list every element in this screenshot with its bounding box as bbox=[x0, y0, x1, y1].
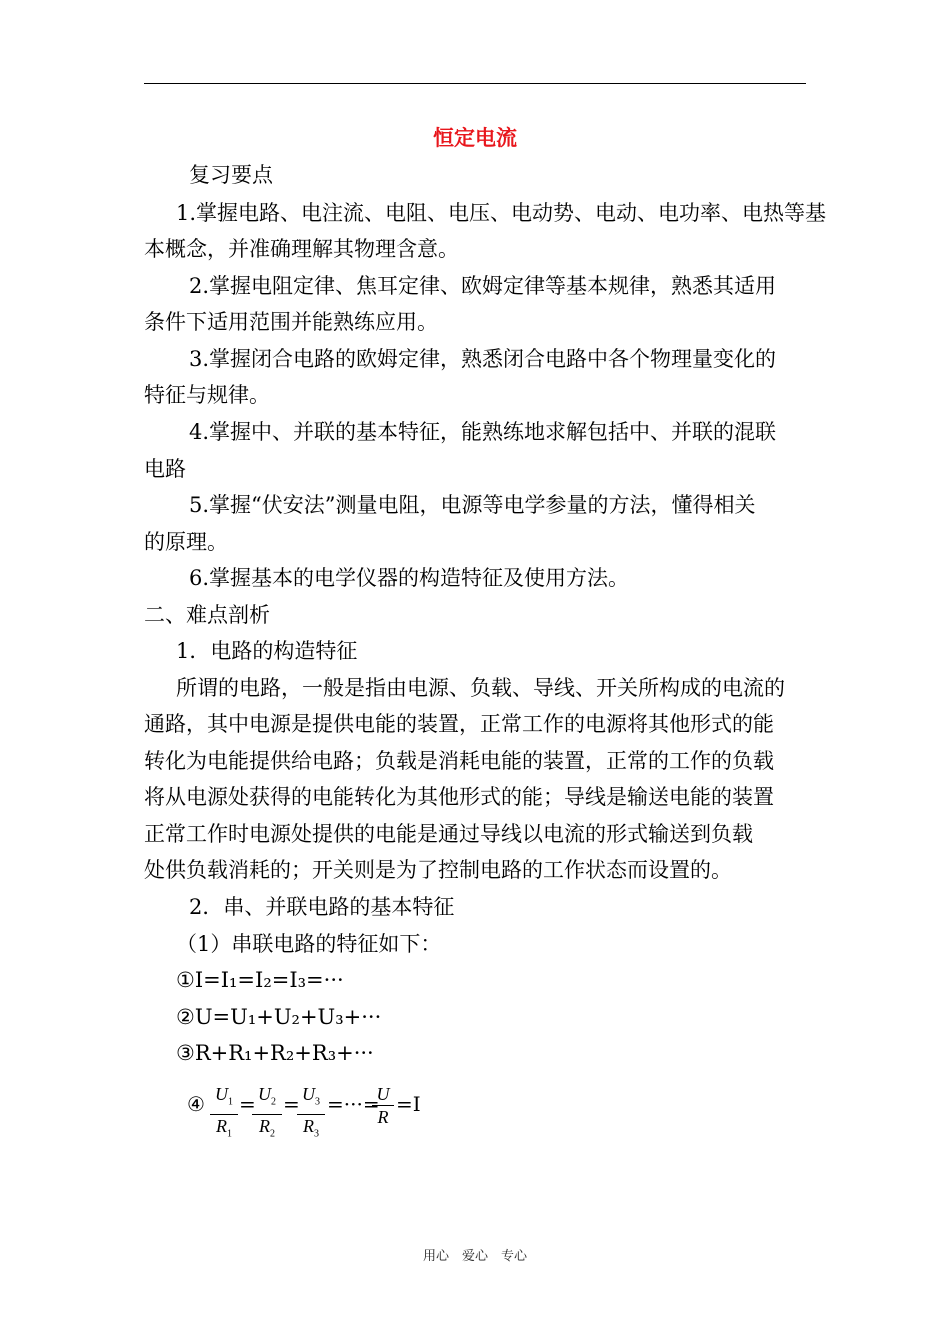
header-rule bbox=[144, 83, 806, 84]
paragraph-line-2: 通路，其中电源是提供电能的装置，正常工作的电源将其他形式的能 bbox=[144, 712, 774, 736]
paragraph-line-1: 所谓的电路，一般是指由电源、负载、导线、开关所构成的电流的 bbox=[176, 676, 785, 700]
point-4-line-1: 4.掌握中、并联的基本特征，能熟练地求解包括中、并联的混联 bbox=[189, 420, 777, 444]
result-current: =I bbox=[396, 1092, 421, 1116]
page-footer: 用心 爱心 专心 bbox=[422, 1249, 527, 1264]
point-3-line-2: 特征与规律。 bbox=[144, 383, 270, 407]
formula-1: ①I=I₁=I₂=I₃=··· bbox=[176, 968, 344, 992]
point-1-line-2: 本概念，并准确理解其物理含意。 bbox=[144, 237, 459, 261]
point-2-line-1: 2.掌握电阻定律、焦耳定律、欧姆定律等基本规律，熟悉其适用 bbox=[189, 274, 777, 298]
ellipsis-equals: =···= bbox=[327, 1092, 380, 1116]
point-4-line-2: 电路 bbox=[144, 457, 186, 481]
fraction-u3-r3: $U_3$ $R_3$ bbox=[297, 1084, 325, 1144]
point-1-line-1: 1.掌握电路、电注流、电阻、电压、电动势、电动、电功率、电热等基 bbox=[176, 201, 827, 225]
paragraph-line-6: 处供负载消耗的；开关则是为了控制电路的工作状态而设置的。 bbox=[144, 858, 732, 882]
paragraph-line-4: 将从电源处获得的电能转化为其他形式的能；导线是输送电能的装置 bbox=[144, 785, 774, 809]
formula-3: ③R+R₁+R₂+R₃+··· bbox=[176, 1041, 374, 1065]
point-6-line: 6.掌握基本的电学仪器的构造特征及使用方法。 bbox=[189, 566, 630, 590]
equals-sign: = bbox=[239, 1092, 256, 1116]
point-2-line-2: 条件下适用范围并能熟练应用。 bbox=[144, 310, 438, 334]
paragraph-line-3: 转化为电能提供给电路；负载是消耗电能的装置，正常的工作的负载 bbox=[144, 749, 774, 773]
fraction-u-r: U R bbox=[372, 1084, 394, 1127]
section-heading-review: 复习要点 bbox=[189, 163, 273, 187]
fraction-u2-r2: $U_2$ $R_2$ bbox=[252, 1084, 282, 1144]
point-3-line-1: 3.掌握闭合电路的欧姆定律，熟悉闭合电路中各个物理量变化的 bbox=[189, 347, 777, 371]
page-title: 恒定电流 bbox=[433, 126, 517, 150]
equals-sign: = bbox=[283, 1092, 300, 1116]
paragraph-line-5: 正常工作时电源处提供的电能是通过导线以电流的形式输送到负载 bbox=[144, 822, 753, 846]
section-heading-difficulties: 二、难点剖析 bbox=[144, 603, 270, 627]
subheading-circuit-structure: 1．电路的构造特征 bbox=[176, 639, 358, 663]
subheading-series-features: （1）串联电路的特征如下： bbox=[176, 932, 442, 956]
subheading-series-parallel: 2．串、并联电路的基本特征 bbox=[189, 895, 455, 919]
formula-4-marker: ④ bbox=[187, 1092, 205, 1116]
point-5-line-1: 5.掌握“伏安法”测量电阻，电源等电学参量的方法，懂得相关 bbox=[189, 493, 756, 517]
point-5-line-2: 的原理。 bbox=[144, 530, 228, 554]
fraction-u1-r1: $U_1$ $R_1$ bbox=[210, 1084, 238, 1144]
formula-2: ②U=U₁+U₂+U₃+··· bbox=[176, 1005, 382, 1029]
